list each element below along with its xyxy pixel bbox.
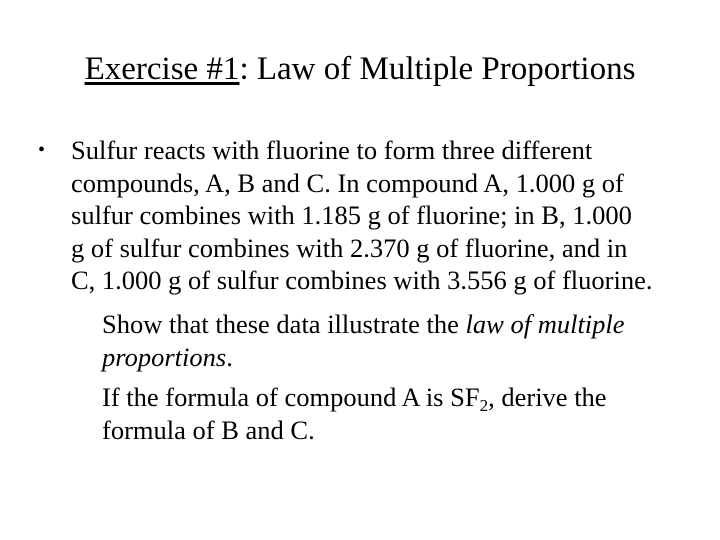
problem-line: g of sulfur combines with 2.370 g of fluorine, and in (71, 232, 628, 263)
problem-line: Sulfur reacts with fluorine to form three different (71, 135, 593, 165)
task-text: formula of B and C. (102, 414, 315, 445)
task-text: , derive the (488, 382, 607, 412)
task-derive-formula (102, 381, 702, 446)
title-exercise-number: Exercise #1 (84, 51, 240, 87)
problem-line: compounds, A, B and C. In compound A, 1.000 g of (71, 167, 624, 198)
bullet-icon: • (38, 139, 46, 161)
task-text: . (226, 341, 233, 372)
problem-line: C, 1.000 g of sulfur combines with 3.556 g of fluorine. (71, 265, 653, 295)
slide-title (0, 49, 720, 89)
task-text: If the formula of compound A is SF (102, 382, 480, 412)
formula-subscript: 2 (479, 396, 489, 415)
law-term: law of multiple (465, 309, 625, 339)
task-show-law (102, 308, 702, 373)
law-term: proportions (102, 341, 227, 372)
title-topic: : Law of Multiple Proportions (239, 51, 636, 87)
problem-statement (71, 134, 711, 297)
problem-line: sulfur combines with 1.185 g of fluorine; in B, 1.000 (71, 200, 632, 230)
task-text: Show that these data illustrate the (102, 309, 466, 339)
